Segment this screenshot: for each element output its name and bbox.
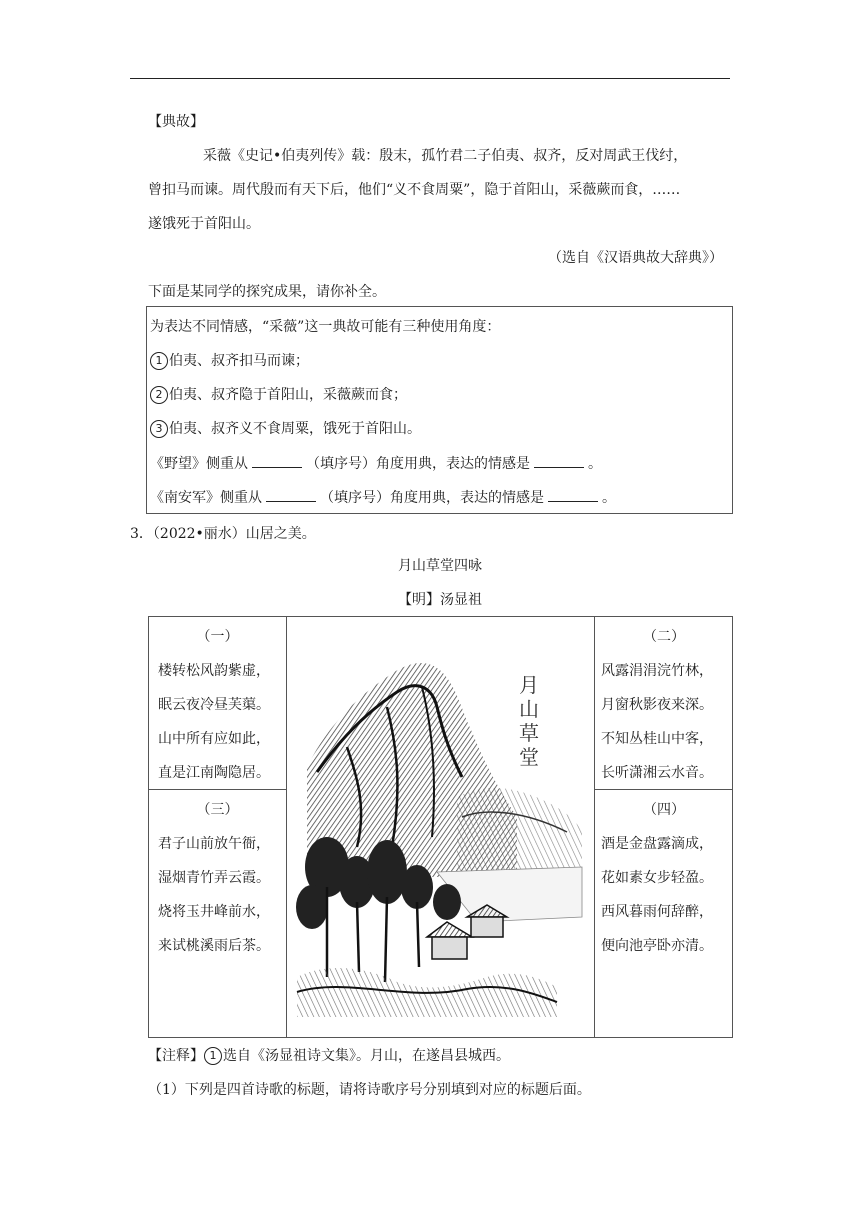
angle-text: 伯夷、叔齐义不食周粟，饿死于首阳山。: [169, 421, 421, 437]
painting-inscription: 月山草堂: [519, 673, 539, 769]
answer-blank-emotion[interactable]: [534, 453, 584, 468]
poem-number: （三）: [196, 802, 239, 818]
poem-line: 烧将玉井峰前水，: [158, 904, 270, 920]
notes-label: 【注释】: [148, 1048, 204, 1064]
answer-blank-number[interactable]: [252, 453, 302, 468]
poem-line: 直是江南陶隐居。: [158, 765, 270, 781]
research-box: [146, 306, 733, 514]
poem-line: 不知丛桂山中客，: [601, 731, 713, 747]
answer-blank-number[interactable]: [266, 487, 316, 502]
allusion-paragraph-line-3: 遂饿死于首阳山。: [148, 216, 260, 232]
poem-title: 月山草堂四咏: [398, 558, 482, 574]
poem-cell-1: [149, 617, 286, 789]
poem-line: 月窗秋影夜来深。: [601, 697, 713, 713]
angle-1: [150, 351, 309, 371]
poem-number: （一）: [196, 629, 239, 645]
answer-blank-emotion[interactable]: [548, 487, 598, 502]
question-3-label: 3．（2022•丽水）山居之美。: [130, 526, 316, 542]
poem-line: 长听潇湘云水音。: [601, 765, 713, 781]
poem-line: 湿烟青竹弄云霞。: [158, 870, 270, 886]
poem-author: 【明】汤显祖: [398, 592, 482, 608]
poem-line: 酒是金盘露滴成，: [601, 836, 713, 852]
poem-line: 眠云夜冷昼芙蕖。: [158, 697, 270, 713]
poem-cell-2: [595, 617, 733, 789]
circled-number: 3: [150, 420, 168, 438]
poem-line: 西风暮雨何辞醉，: [601, 904, 713, 920]
research-intro: 为表达不同情感，“采薇”这一典故可能有三种使用角度：: [150, 319, 501, 335]
poem-line: 便向池亭卧亦清。: [601, 938, 713, 954]
yewang-text-c: 。: [588, 456, 602, 472]
angle-text: 伯夷、叔齐隐于首阳山，采薇蕨而食；: [169, 387, 407, 403]
nananjun-text-c: 。: [602, 490, 616, 506]
yewang-question: [150, 453, 602, 474]
poem-line: 花如素女步轻盈。: [601, 870, 713, 886]
angle-3: [150, 419, 421, 439]
allusion-paragraph-line-2: 曾扣马而谏。周代殷而有天下后，他们“义不食周粟”，隐于首阳山，采薇蕨而食，……: [148, 182, 681, 198]
angle-2: [150, 385, 407, 405]
poem-cell-3: [149, 790, 286, 1037]
circled-number: 1: [204, 1047, 222, 1065]
landscape-painting: [287, 617, 594, 1037]
poem-line: 君子山前放午衙，: [158, 836, 270, 852]
poem-cell-4: [595, 790, 733, 1037]
poem-number: （二）: [643, 629, 685, 645]
nananjun-text-b: （填序号）角度用典，表达的情感是: [320, 490, 544, 506]
poem-number: （四）: [643, 802, 685, 818]
poem-line: 山中所有应如此，: [158, 731, 270, 747]
allusion-heading: 【典故】: [148, 114, 204, 130]
poem-table: [148, 616, 733, 1038]
nananjun-question: [150, 487, 616, 508]
notes: [148, 1046, 510, 1066]
question-3-1: （1）下列是四首诗歌的标题，请将诗歌序号分别填到对应的标题后面。: [148, 1082, 591, 1098]
header-rule: [130, 78, 730, 79]
mountain-landscape-icon: [287, 617, 594, 1037]
research-prompt: 下面是某同学的探究成果，请你补全。: [148, 284, 386, 300]
allusion-source: （选自《汉语典故大辞典》）: [548, 250, 723, 266]
allusion-paragraph-line-1: 采薇《史记•伯夷列传》载：殷末，孤竹君二子伯夷、叔齐，反对周武王伐纣，: [203, 148, 688, 164]
poem-line: 风露涓涓浣竹林，: [601, 663, 713, 679]
angle-text: 伯夷、叔齐扣马而谏；: [169, 353, 309, 369]
poem-line: 楼转松风韵紫虚，: [158, 663, 270, 679]
yewang-text-a: 《野望》侧重从: [150, 456, 248, 472]
yewang-text-b: （填序号）角度用典，表达的情感是: [306, 456, 530, 472]
poem-line: 来试桃溪雨后茶。: [158, 938, 270, 954]
notes-text: 选自《汤显祖诗文集》。月山，在遂昌县城西。: [223, 1048, 510, 1064]
circled-number: 2: [150, 386, 168, 404]
nananjun-text-a: 《南安军》侧重从: [150, 490, 262, 506]
circled-number: 1: [150, 352, 168, 370]
